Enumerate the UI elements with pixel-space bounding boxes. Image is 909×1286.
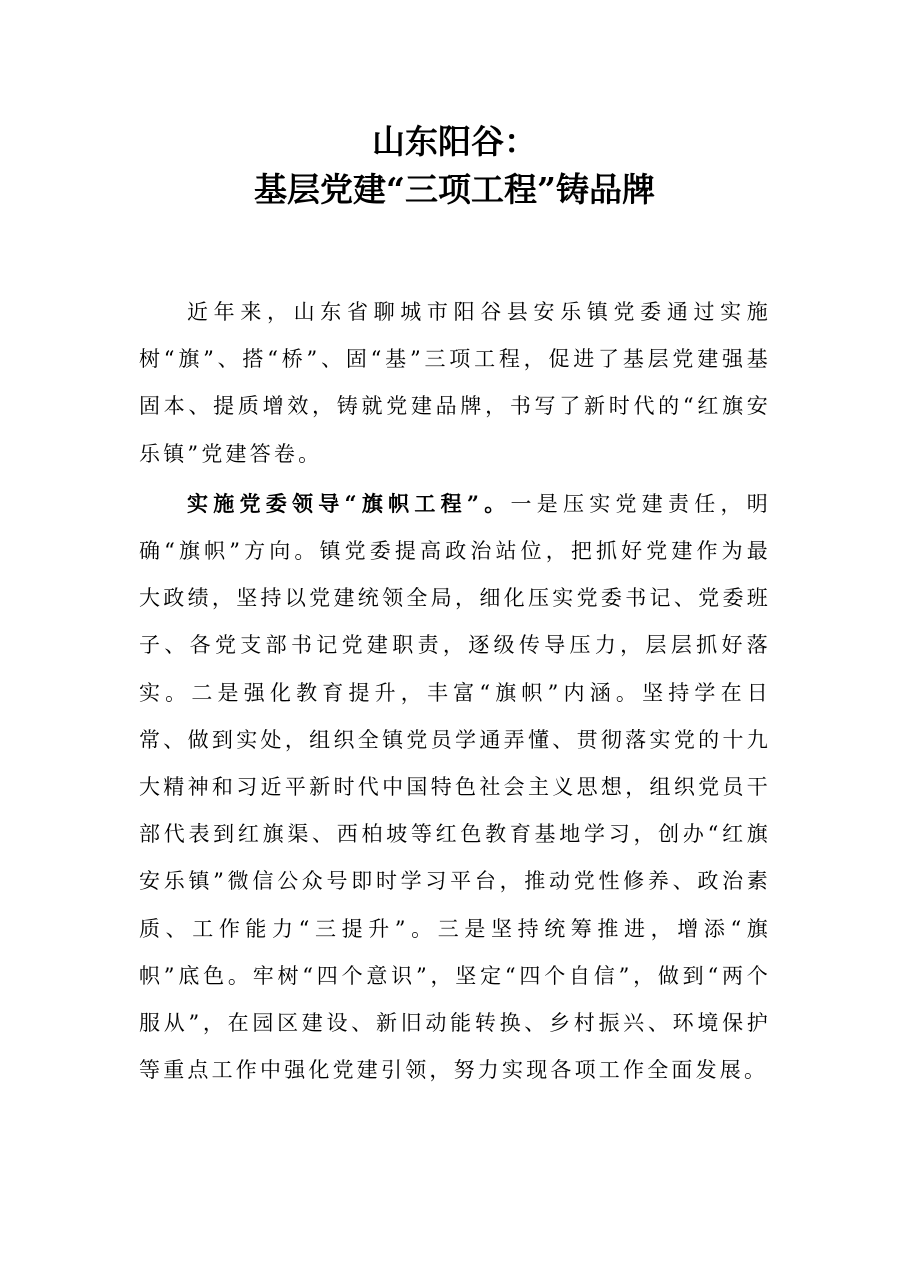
paragraph-body-text: 一是压实党建责任，明确“旗帜”方向。镇党委提高政治站位，把抓好党建作为最大政绩，坚持以党建统领全局，细化压实党委书记、党委班子、各党支部书记党建职责，逐级传导压力，层层抓好落实。二是强化教育提升，丰富“旗帜”内涵。坚持学在日常、做到实处，组织全镇党员学通弄懂、贯彻落实党的十九大精神和习近平新时代中国特色社会主义思想，组织党员干部代表到红旗渠、西柏坡等红色教育基地学习，创办“红旗安乐镇”微信公众号即时学习平台，推动党性修养、政治素质、工作能力“三提升”。三是坚持统筹推进，增添“旗帜”底色。牢树“四个意识”，坚定“四个自信”，做到“两个服从”，在园区建设、新旧动能转换、乡村振兴、环境保护等重点工作中强化党建引领，努力实现各项工作全面发展。 [139, 491, 772, 1083]
document-body [139, 289, 771, 1094]
paragraph-intro: 近年来，山东省聊城市阳谷县安乐镇党委通过实施树“旗”、搭“桥”、固“基”三项工程，促进了基层党建强基固本、提质增效，铸就党建品牌，书写了新时代的“红旗安乐镇”党建答卷。 [139, 300, 771, 466]
document-title [0, 118, 909, 214]
title-line-1: 山东阳谷： [372, 122, 537, 161]
paragraph-lead-heading: 实施党委领导“旗帜工程”。 [187, 490, 511, 516]
title-line-2: 基层党建“三项工程”铸品牌 [254, 170, 655, 209]
paragraph-flag-project [139, 480, 771, 1095]
